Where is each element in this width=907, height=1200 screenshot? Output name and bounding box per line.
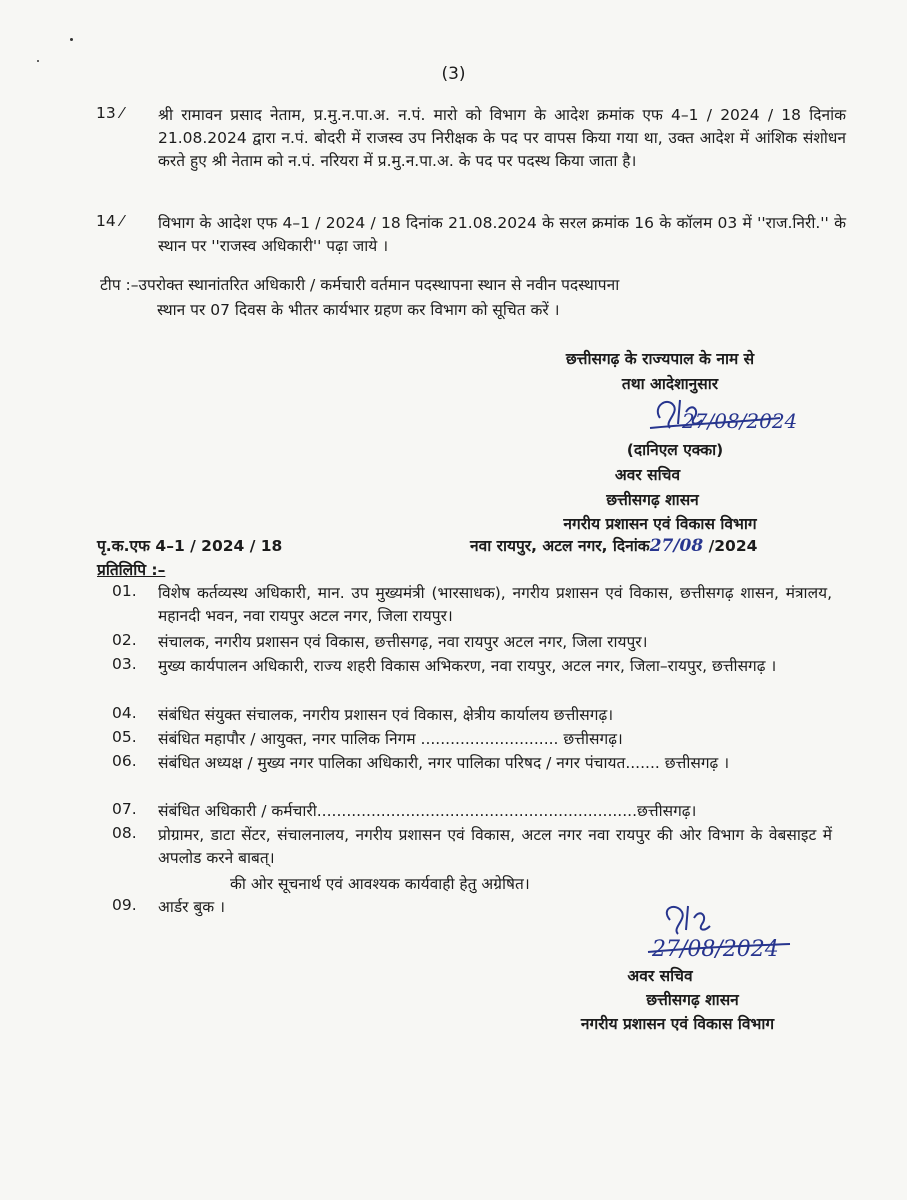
signature-date-handwritten: 27/08/2024 [652,937,779,962]
copy-item-03 [112,655,832,678]
place-date [470,534,757,556]
handwritten-signature-1 [630,388,800,443]
copy-number: 03. [112,655,137,673]
copy-item-02 [112,631,832,654]
signature-date-handwritten: 27/08/2024 [682,409,798,433]
signatory-name: (दानिएल एक्का) [626,441,724,459]
item-text: विभाग के आदेश एफ 4–1 / 2024 / 18 दिनांक 21.08.2024 के सरल क्रमांक 16 के कॉलम 03 में ''राज.निरी.'' के स्थान पर ''राजस्व अधिकारी'' पढ़ा जाये । [158,214,846,255]
copy-text: संचालक, नगरीय प्रशासन एवं विकास, छत्तीसगढ़, नवा रायपुर अटल नगर, जिला रायपुर। [158,633,648,651]
copy-number: 06. [112,752,137,770]
copy-number: 05. [112,728,137,746]
copy-text: प्रोग्रामर, डाटा सेंटर, संचालनालय, नगरीय प्रशासन एवं विकास, अटल नगर नवा रायपुर की ओर विभाग के वेबसाइट में अपलोड करने बाबत्। [158,826,832,867]
item-number: 14 ⁄ [96,212,124,230]
signature-authority-line-2: तथा आदेशानुसार [621,375,719,393]
signatory-designation-2: अवर सचिव [627,967,693,985]
copy-heading: प्रतिलिपि :– [97,561,166,579]
order-item-14 [96,212,846,258]
copy-number: 01. [112,582,137,600]
copy-text: संबंधित संयुक्त संचालक, नगरीय प्रशासन एवं विकास, क्षेत्रीय कार्यालय छत्तीसगढ़। [158,706,614,724]
copy-text: संबंधित अध्यक्ष / मुख्य नगर पालिका अधिकारी, नगर पालिका परिषद / नगर पंचायत....... छत्तीसगढ़ । [158,754,730,772]
signatory-government: छत्तीसगढ़ शासन [606,491,699,509]
copy-number: 07. [112,800,137,818]
copy-number: 02. [112,631,137,649]
copy-text: मुख्य कार्यपालन अधिकारी, राज्य शहरी विकास अभिकरण, नवा रायपुर, अटल नगर, जिला–रायपुर, छत्तीसगढ़ । [158,657,777,675]
copy-text: विशेष कर्तव्यस्थ अधिकारी, मान. उप मुख्यमंत्री (भारसाधक), नगरीय प्रशासन एवं विकास, छत्तीसगढ़ शासन, मंत्रालय, महानदी भवन, नवा रायपुर अटल नगर, जिला रायपुर। [158,584,832,625]
note-line-2: स्थान पर 07 दिवस के भीतर कार्यभार ग्रहण कर विभाग को सूचित करें । [157,301,560,319]
order-item-13 [96,104,846,173]
date-year: /2024 [703,537,758,555]
copy-number: 09. [112,896,137,914]
copy-item-05 [112,728,832,751]
forward-line: की ओर सूचनार्थ एवं आवश्यक कार्यवाही हेतु अग्रेषित। [230,875,530,893]
copy-item-06 [112,752,832,775]
note-line-1: टीप :–उपरोक्त स्थानांतरित अधिकारी / कर्मचारी वर्तमान पदस्थापना स्थान से नवीन पदस्थापना [100,276,620,294]
page-number: (3) [441,64,466,84]
signatory-designation: अवर सचिव [614,466,681,484]
copy-text: संबंधित महापौर / आयुक्त, नगर पालिक निगम ............................ छत्तीसगढ़। [158,730,623,748]
signature-authority-line: छत्तीसगढ़ के राज्यपाल के नाम से [565,350,755,368]
copy-item-04 [112,704,832,727]
date-handwritten: 27/08 [649,536,704,556]
copy-text: संबंधित अधिकारी / कर्मचारी.................................................................छत्तीसगढ़। [158,802,697,820]
copy-number: 04. [112,704,137,722]
item-number: 13 ⁄ [96,104,124,122]
copy-item-01 [112,582,832,628]
signatory-department: नगरीय प्रशासन एवं विकास विभाग [563,515,757,533]
scan-speck [37,60,39,62]
place-date-prefix: नवा रायपुर, अटल नगर, दिनांक [470,537,650,555]
scan-speck [70,38,73,41]
signatory-government-2: छत्तीसगढ़ शासन [646,991,739,1009]
reference-number: पृ.क.एफ 4–1 / 2024 / 18 [97,537,283,555]
copy-item-07 [112,800,832,823]
copy-item-08 [112,824,832,870]
copy-text: आर्डर बुक । [158,898,225,916]
handwritten-signature-2 [630,900,800,970]
copy-number: 08. [112,824,137,842]
item-text: श्री रामावन प्रसाद नेताम, प्र.मु.न.पा.अ. न.पं. मारो को विभाग के आदेश क्रमांक एफ 4–1 / 2024 / 18 दिनांक 21.08.2024 द्वारा न.पं. बोदरी में राजस्व उप निरीक्षक के पद पर वापस किया गया था, उक्त आदेश में आंशिक संशोधन करते हुए श्री नेताम को न.पं. नरियरा में प्र.मु.न.पा.अ. के पद पर पदस्थ किया जाता है। [158,106,846,170]
signatory-department-2: नगरीय प्रशासन एवं विकास विभाग [580,1015,775,1033]
